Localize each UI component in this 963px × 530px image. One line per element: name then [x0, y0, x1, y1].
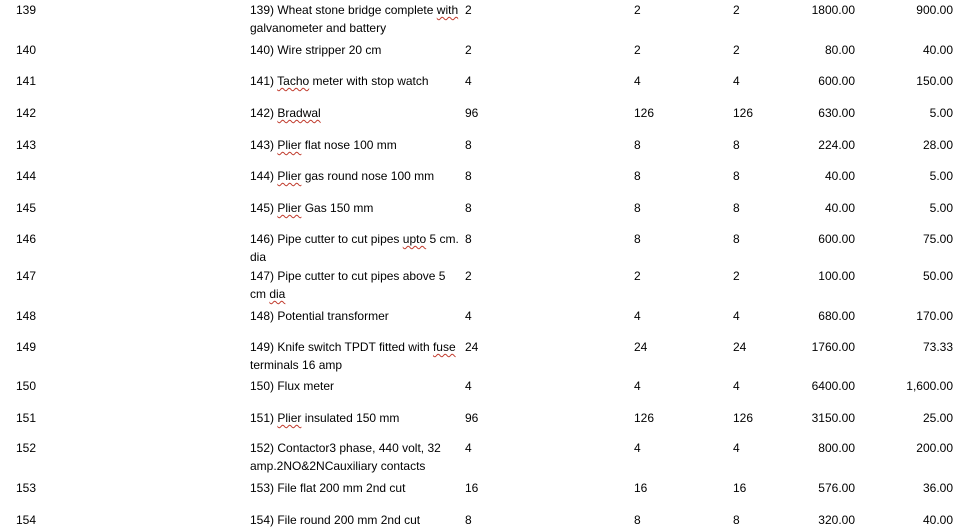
- rate-cell: 40.00: [922, 43, 953, 57]
- rate-cell: 5.00: [929, 106, 953, 120]
- rate-cell: 73.33: [922, 340, 953, 354]
- quantity-cell: 8: [733, 138, 740, 152]
- rate-cell: 36.00: [922, 481, 953, 495]
- spellcheck-word: Bradwal: [277, 106, 321, 120]
- amount-cell: 3150.00: [811, 411, 855, 425]
- description-text: 149) Knife switch TPDT fitted with: [250, 340, 433, 354]
- rate-cell: 1,600.00: [906, 379, 953, 393]
- quantity-cell: 8: [634, 513, 641, 527]
- quantity-cell: 2: [634, 269, 641, 283]
- description-cell: [250, 41, 462, 59]
- serial-number-cell: 148: [16, 309, 37, 323]
- rate-cell: 5.00: [929, 169, 953, 183]
- quantity-cell: 4: [465, 379, 472, 393]
- quantity-cell: 4: [733, 441, 740, 455]
- description-text: 5 cm. dia: [250, 232, 459, 264]
- quantity-cell: 8: [634, 232, 641, 246]
- quantity-cell: 4: [465, 74, 472, 88]
- serial-number-cell: 139: [16, 3, 37, 17]
- description-cell: [250, 199, 462, 217]
- description-cell: [250, 439, 462, 475]
- quantity-cell: 2: [465, 269, 472, 283]
- serial-number-cell: 147: [16, 269, 37, 283]
- serial-number-cell: 154: [16, 513, 37, 527]
- quantity-cell: 8: [634, 138, 641, 152]
- rate-cell: 28.00: [922, 138, 953, 152]
- rate-cell: 5.00: [929, 201, 953, 215]
- amount-cell: 40.00: [824, 201, 855, 215]
- description-text: terminals 16 amp: [250, 358, 343, 372]
- quantity-cell: 2: [733, 43, 740, 57]
- amount-cell: 100.00: [818, 269, 855, 283]
- rate-cell: 900.00: [916, 3, 953, 17]
- amount-cell: 800.00: [818, 441, 855, 455]
- quantity-cell: 24: [634, 340, 648, 354]
- description-text: 153) File flat 200 mm 2nd cut: [250, 481, 406, 495]
- quantity-cell: 4: [634, 74, 641, 88]
- serial-number-cell: 142: [16, 106, 37, 120]
- quantity-cell: 126: [733, 106, 754, 120]
- description-text: 150) Flux meter: [250, 379, 335, 393]
- rate-cell: 50.00: [922, 269, 953, 283]
- description-text: 152) Contactor3 phase, 440 volt, 32 amp.2NO&2NCauxiliary contacts: [250, 441, 441, 473]
- amount-cell: 80.00: [824, 43, 855, 57]
- quantity-cell: 4: [634, 441, 641, 455]
- description-text: Gas 150 mm: [301, 201, 374, 215]
- description-cell: [250, 167, 462, 185]
- spellcheck-word: Plier: [277, 169, 302, 183]
- quantity-cell: 8: [465, 232, 472, 246]
- quantity-cell: 8: [634, 169, 641, 183]
- quantity-cell: 8: [465, 138, 472, 152]
- quantity-cell: 4: [733, 309, 740, 323]
- quantity-cell: 4: [733, 379, 740, 393]
- description-text: 144): [250, 169, 278, 183]
- description-cell: [250, 267, 462, 303]
- serial-number-cell: 140: [16, 43, 37, 57]
- amount-cell: 576.00: [818, 481, 855, 495]
- rate-cell: 75.00: [922, 232, 953, 246]
- spellcheck-word: upto: [402, 232, 427, 246]
- serial-number-cell: 146: [16, 232, 37, 246]
- serial-number-cell: 152: [16, 441, 37, 455]
- quantity-cell: 2: [465, 43, 472, 57]
- quantity-cell: 2: [733, 3, 740, 17]
- amount-cell: 6400.00: [811, 379, 855, 393]
- description-cell: [250, 511, 462, 529]
- amount-cell: 320.00: [818, 513, 855, 527]
- quantity-cell: 8: [634, 201, 641, 215]
- spellcheck-word: Plier: [277, 201, 302, 215]
- description-cell: [250, 307, 462, 325]
- quantity-cell: 2: [634, 43, 641, 57]
- quantity-cell: 2: [634, 3, 641, 17]
- description-cell: [250, 104, 462, 122]
- serial-number-cell: 145: [16, 201, 37, 215]
- spellcheck-word: Plier: [277, 138, 302, 152]
- serial-number-cell: 150: [16, 379, 37, 393]
- spellcheck-word: Plier: [277, 411, 302, 425]
- serial-number-cell: 151: [16, 411, 37, 425]
- description-cell: [250, 136, 462, 154]
- description-text: galvanometer and battery: [250, 21, 387, 35]
- quantity-cell: 126: [634, 106, 655, 120]
- amount-cell: 680.00: [818, 309, 855, 323]
- description-cell: [250, 230, 462, 266]
- rate-cell: 40.00: [922, 513, 953, 527]
- serial-number-cell: 143: [16, 138, 37, 152]
- description-cell: [250, 479, 462, 497]
- amount-cell: 630.00: [818, 106, 855, 120]
- quantity-cell: 8: [733, 513, 740, 527]
- quantity-cell: 2: [733, 269, 740, 283]
- spellcheck-word: dia: [269, 287, 286, 301]
- description-text: 146) Pipe cutter to cut pipes: [250, 232, 403, 246]
- amount-cell: 1800.00: [811, 3, 855, 17]
- spellcheck-word: fuse: [432, 340, 456, 354]
- quantity-cell: 8: [733, 201, 740, 215]
- quantity-cell: 8: [733, 169, 740, 183]
- description-text: insulated 150 mm: [301, 411, 400, 425]
- amount-cell: 600.00: [818, 74, 855, 88]
- quantity-cell: 8: [733, 232, 740, 246]
- quantity-cell: 126: [634, 411, 655, 425]
- quantity-cell: 24: [733, 340, 747, 354]
- quantity-cell: 8: [465, 513, 472, 527]
- description-cell: [250, 377, 462, 395]
- quantity-cell: 4: [465, 441, 472, 455]
- quantity-cell: 4: [634, 309, 641, 323]
- serial-number-cell: 144: [16, 169, 37, 183]
- description-text: gas round nose 100 mm: [301, 169, 435, 183]
- description-text: meter with stop watch: [309, 74, 429, 88]
- quantity-cell: 126: [733, 411, 754, 425]
- description-text: 147) Pipe cutter to cut pipes above 5 cm: [250, 269, 446, 301]
- quantity-cell: 16: [465, 481, 479, 495]
- rate-cell: 150.00: [916, 74, 953, 88]
- description-cell: [250, 409, 462, 427]
- quantity-cell: 96: [465, 106, 479, 120]
- quantity-cell: 16: [634, 481, 648, 495]
- quantity-cell: 4: [634, 379, 641, 393]
- serial-number-cell: 149: [16, 340, 37, 354]
- quantity-cell: 4: [465, 309, 472, 323]
- description-text: 141): [250, 74, 278, 88]
- amount-cell: 40.00: [824, 169, 855, 183]
- spellcheck-word: Tacho: [277, 74, 310, 88]
- rate-cell: 170.00: [916, 309, 953, 323]
- quantity-cell: 24: [465, 340, 479, 354]
- quantity-cell: 8: [465, 201, 472, 215]
- description-cell: [250, 72, 462, 90]
- description-text: 154) File round 200 mm 2nd cut: [250, 513, 421, 527]
- quantity-cell: 4: [733, 74, 740, 88]
- description-text: 145): [250, 201, 278, 215]
- description-text: 142): [250, 106, 278, 120]
- quantity-cell: 8: [465, 169, 472, 183]
- description-text: flat nose 100 mm: [301, 138, 397, 152]
- quantity-cell: 16: [733, 481, 747, 495]
- description-text: 148) Potential transformer: [250, 309, 389, 323]
- description-cell: [250, 338, 462, 374]
- description-text: 140) Wire stripper 20 cm: [250, 43, 382, 57]
- spellcheck-word: with: [436, 3, 459, 17]
- quantity-cell: 96: [465, 411, 479, 425]
- description-text: 143): [250, 138, 278, 152]
- quantity-cell: 2: [465, 3, 472, 17]
- description-text: 151): [250, 411, 278, 425]
- serial-number-cell: 141: [16, 74, 37, 88]
- rate-cell: 25.00: [922, 411, 953, 425]
- amount-cell: 1760.00: [811, 340, 855, 354]
- amount-cell: 224.00: [818, 138, 855, 152]
- rate-cell: 200.00: [916, 441, 953, 455]
- description-text: 139) Wheat stone bridge complete: [250, 3, 437, 17]
- description-cell: [250, 1, 462, 37]
- amount-cell: 600.00: [818, 232, 855, 246]
- serial-number-cell: 153: [16, 481, 37, 495]
